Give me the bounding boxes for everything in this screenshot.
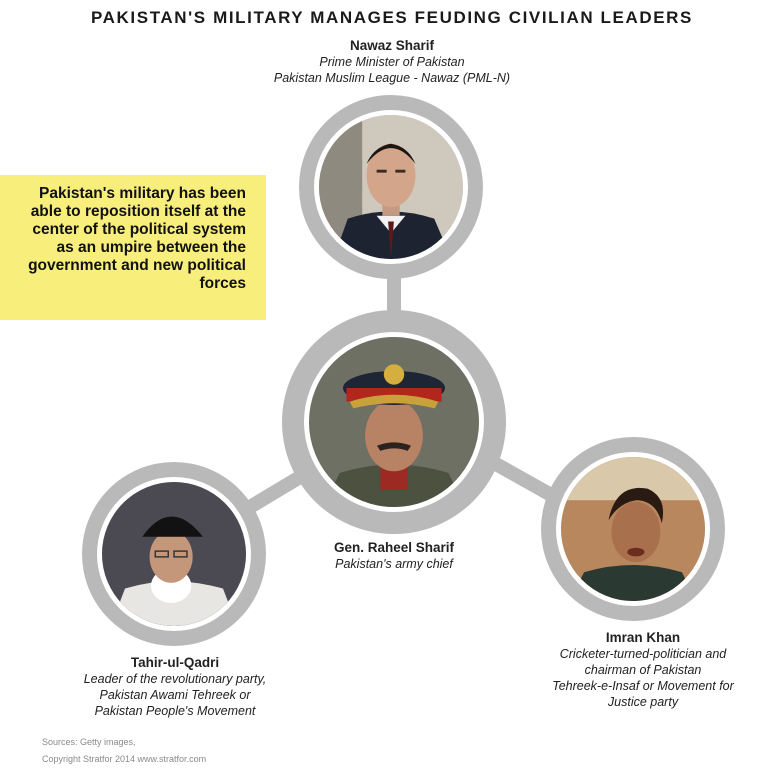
role-line: Leader of the revolutionary party, [83, 672, 267, 686]
label-tahir-ul-qadri [60, 655, 290, 719]
name-nawaz-sharif: Nawaz Sharif [349, 38, 435, 53]
role-line: Tehreek-e-Insaf or Movement for [552, 679, 734, 693]
photo-raheel-sharif [304, 332, 484, 512]
role-line: Justice party [607, 695, 679, 709]
role-line: Pakistan Muslim League - Nawaz (PML-N) [273, 71, 511, 85]
label-raheel-sharif [304, 540, 484, 572]
photo-imran-khan [556, 452, 710, 606]
name-tahir-ul-qadri: Tahir-ul-Qadri [130, 655, 220, 670]
role-line: Pakistan's army chief [335, 557, 453, 571]
photo-nawaz-sharif [314, 110, 468, 264]
footer-copyright: Copyright Stratfor 2014 www.stratfor.com [42, 754, 207, 764]
role-line: Pakistan People's Movement [94, 704, 256, 718]
label-nawaz-sharif [232, 38, 552, 86]
role-line: Cricketer-turned-politician and [559, 647, 727, 661]
role-line: chairman of Pakistan [584, 663, 702, 677]
name-raheel-sharif: Gen. Raheel Sharif [333, 540, 455, 555]
page-title: PAKISTAN'S MILITARY MANAGES FEUDING CIVILIAN LEADERS [91, 8, 693, 27]
photo-tahir-ul-qadri [97, 477, 251, 631]
role-line: Prime Minister of Pakistan [319, 55, 465, 69]
label-imran-khan [530, 630, 756, 710]
name-imran-khan: Imran Khan [605, 630, 681, 645]
callout-text: Pakistan's military has been able to reposition itself at the center of the political system as an umpire between the government and new political forces [28, 185, 246, 292]
footer-sources: Sources: Getty images, [42, 737, 136, 747]
role-line: Pakistan Awami Tehreek or [99, 688, 251, 702]
